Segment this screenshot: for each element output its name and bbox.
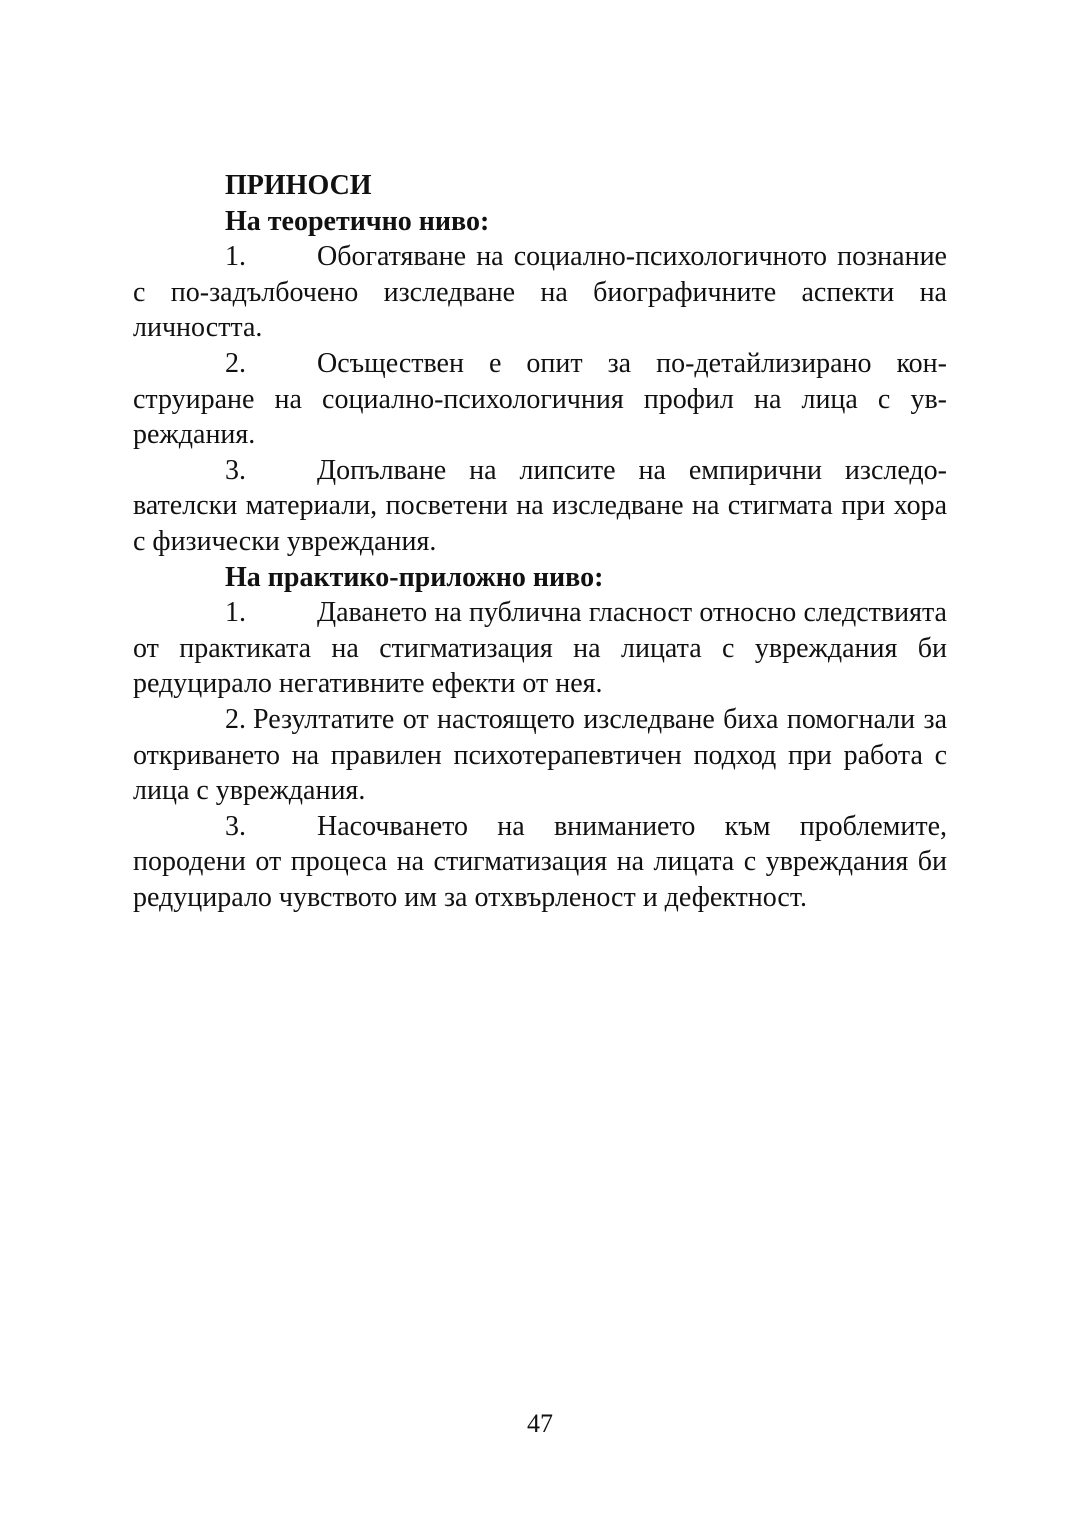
item-text: Допълване на липсите на емпирични изследователски материали, посветени на изследване на стигмата при хора с физически увреждания.: [133, 454, 947, 557]
page-number: 47: [527, 1409, 553, 1438]
list-item: [133, 453, 947, 560]
list-item: [133, 809, 947, 916]
item-text: Даването на публична гласност относно следствията от практиката на стигматизация на лицата с увреждания би редуцирало негативните ефекти от нея.: [133, 597, 947, 700]
item-number: 3.: [225, 454, 246, 486]
section-heading-theoretical: На теоретично ниво:: [225, 205, 490, 237]
item-text: Насочването на вниманието към проблемите, породени от процеса на стигматизация на лицата с увреждания би редуцирало чувството им за отхвърленост и дефектност.: [133, 810, 947, 913]
list-item: [133, 595, 947, 702]
document-title: ПРИНОСИ: [225, 170, 372, 201]
item-number: 2.: [225, 703, 246, 735]
item-number: 1.: [225, 241, 246, 273]
list-item: [133, 239, 947, 346]
item-number: 2.: [225, 347, 246, 379]
item-text: Обогатяване на социално-психологичното познание с по-задълбочено изследване на биографичните аспекти на личността.: [133, 241, 947, 344]
item-text: Осъществен е опит за по-детайлизирано конструиране на социално-психологичния профил на лица с увреждания.: [133, 347, 947, 451]
list-item: [133, 702, 947, 809]
section-heading-practical: На практико-приложно ниво:: [225, 561, 604, 593]
item-number: 1.: [225, 597, 246, 629]
page-content: [133, 168, 947, 915]
item-text: Резултатите от настоящето изследване биха помогнали за откриването на правилен психотерапевтичен подход при работа с лица с увреждания.: [133, 703, 947, 807]
list-item: [133, 346, 947, 453]
item-number: 3.: [225, 810, 246, 842]
